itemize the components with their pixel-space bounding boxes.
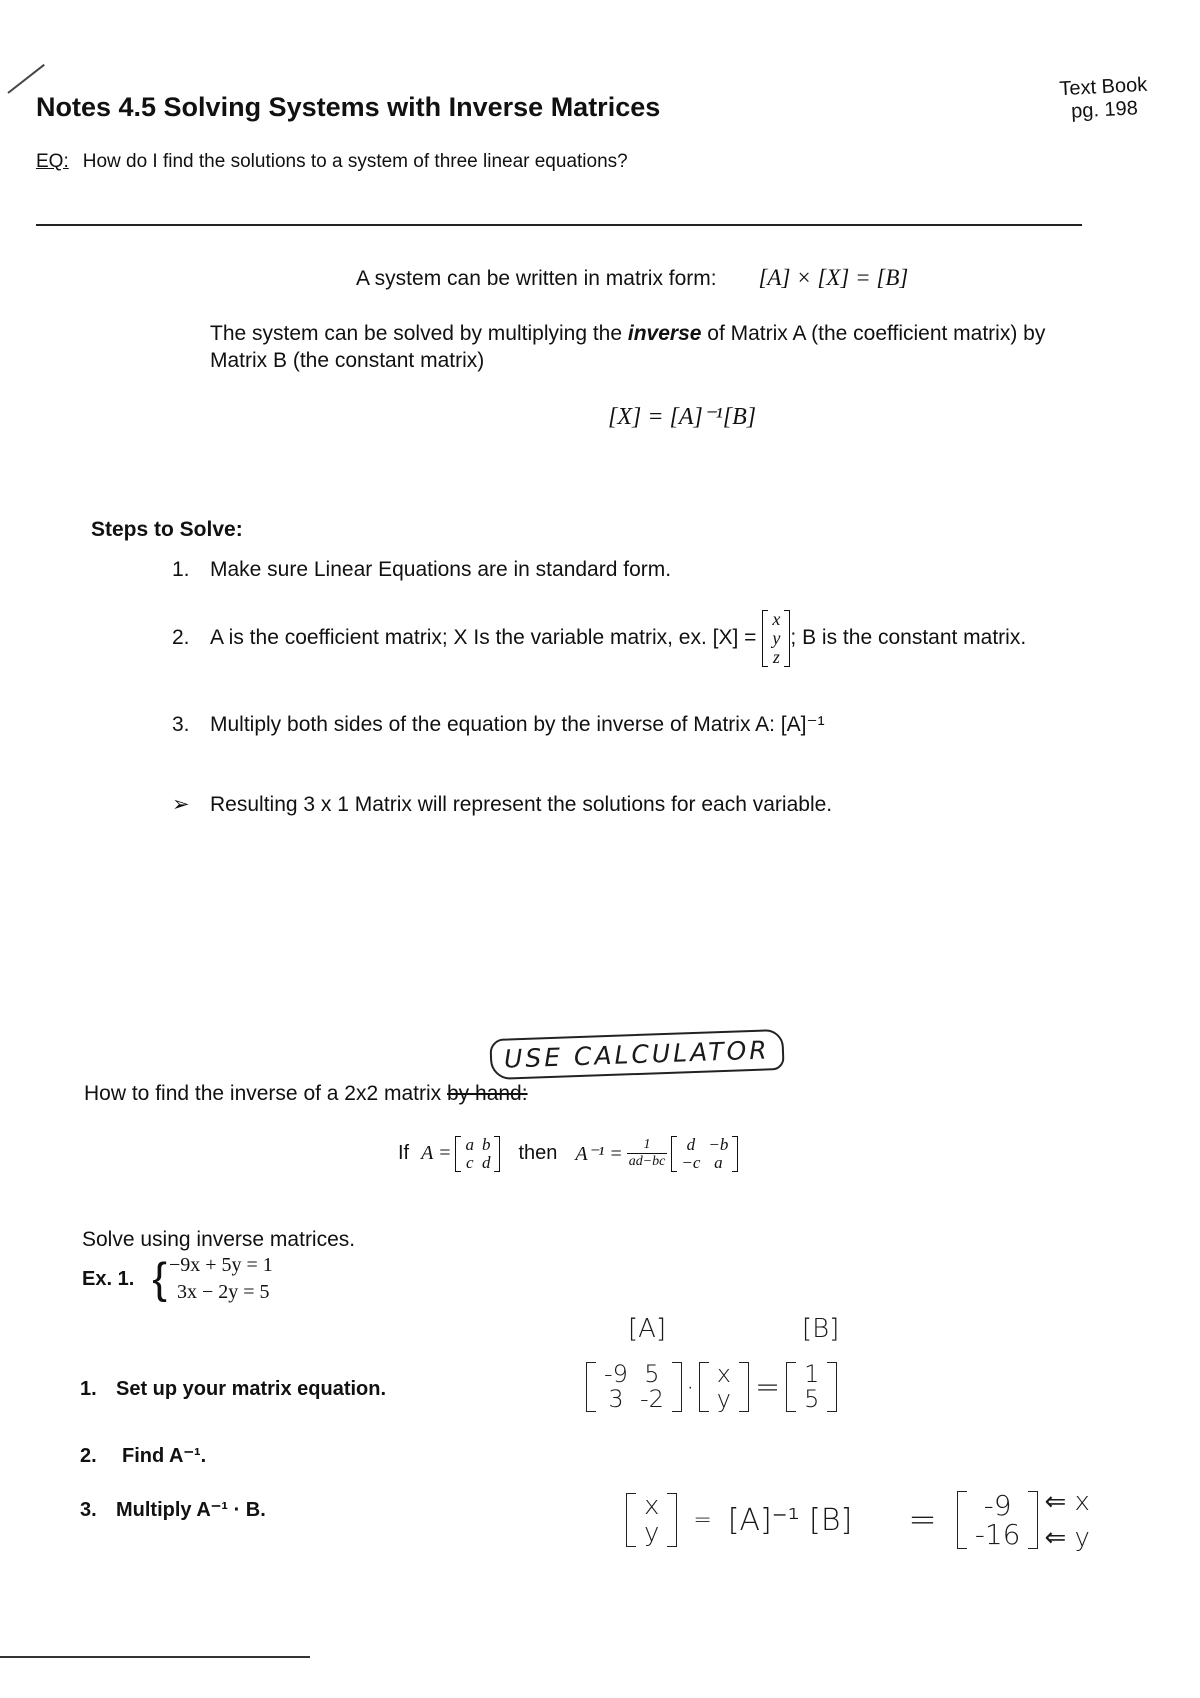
step-1 bbox=[172, 558, 671, 582]
constant-vector bbox=[786, 1362, 837, 1412]
equation-1: −9x + 5y = 1 bbox=[168, 1254, 273, 1276]
textbook-label: Text Book bbox=[1058, 73, 1148, 101]
eq-question: How do I find the solutions to a system of three linear equations? bbox=[82, 151, 628, 172]
example-intro: Solve using inverse matrices. bbox=[82, 1228, 356, 1251]
example-label: Ex. 1. bbox=[82, 1267, 135, 1290]
fraction-numerator: 1 bbox=[627, 1137, 668, 1154]
handwork-label-b: [B] bbox=[802, 1314, 840, 1344]
handwork-matrix-equation bbox=[586, 1362, 837, 1412]
solve-text-emphasis: inverse bbox=[627, 322, 702, 345]
essential-question bbox=[36, 151, 628, 173]
handwritten-note: USE CALCULATOR bbox=[503, 1035, 771, 1074]
matrix-cell: x bbox=[644, 1490, 660, 1521]
solve-text-line2: Matrix B (the constant matrix) bbox=[210, 349, 485, 372]
bullet-arrow-icon: ➢ bbox=[172, 793, 190, 816]
solution-variable-vector bbox=[626, 1490, 677, 1548]
ainv-label: A⁻¹ = bbox=[575, 1143, 623, 1166]
result-vector bbox=[957, 1488, 1039, 1551]
step-2-number: 2. bbox=[172, 626, 190, 650]
matrix-cell: y bbox=[772, 627, 781, 648]
if-word: If bbox=[398, 1142, 410, 1165]
equals-sign: = bbox=[693, 1507, 712, 1533]
matrix-cell: b bbox=[481, 1135, 491, 1154]
determinant-fraction bbox=[627, 1137, 668, 1170]
fraction-denominator: ad−bc bbox=[628, 1154, 666, 1170]
arrow-y-label: ⇐ y bbox=[1044, 1523, 1090, 1553]
matrix-cell: 5 bbox=[644, 1360, 660, 1388]
matrix-form-line bbox=[356, 265, 908, 291]
task-2 bbox=[80, 1443, 206, 1468]
bullet-text: Resulting 3 x 1 Matrix will represent the solutions for each variable. bbox=[210, 793, 833, 816]
task-1 bbox=[80, 1378, 386, 1401]
bullet-note bbox=[172, 792, 832, 817]
solve-description bbox=[210, 320, 1045, 374]
dot-operator: · bbox=[685, 1370, 695, 1404]
steps-heading: Steps to Solve: bbox=[91, 518, 243, 541]
matrix-cell: y bbox=[644, 1518, 660, 1548]
matrix-cell: −c bbox=[681, 1152, 701, 1172]
system-equations bbox=[169, 1252, 273, 1306]
solution-equation: [X] = [A]⁻¹[B] bbox=[608, 404, 757, 430]
inverse-times-b: [A]⁻¹ [B] bbox=[727, 1502, 853, 1538]
equals-sign: = bbox=[754, 1369, 781, 1405]
matrix-cell: z bbox=[772, 646, 780, 667]
textbook-page: pg. 198 bbox=[1070, 97, 1139, 123]
step-2-text: A is the coefficient matrix; X Is the variable matrix, ex. [X] = bbox=[210, 626, 757, 650]
inverse-heading-strike: by hand: bbox=[447, 1082, 528, 1105]
matrix-cell: y bbox=[716, 1385, 731, 1414]
task-3 bbox=[80, 1497, 266, 1522]
textbook-reference bbox=[1059, 74, 1149, 125]
inverse-matrix bbox=[671, 1136, 738, 1172]
matrix-cell: a bbox=[465, 1135, 474, 1154]
matrix-cell: x bbox=[716, 1360, 731, 1388]
inverse-heading-text: How to find the inverse of a 2x2 matrix bbox=[84, 1082, 447, 1105]
task-3-number: 3. bbox=[80, 1499, 97, 1521]
matrix-form-label: A system can be written in matrix form: bbox=[356, 267, 717, 290]
matrix-cell: 5 bbox=[804, 1385, 820, 1414]
a-label: A = bbox=[421, 1142, 452, 1165]
step-3-text: Multiply both sides of the equation by the inverse of Matrix A: [A]⁻¹ bbox=[210, 713, 825, 736]
task-2-number: 2. bbox=[80, 1445, 97, 1467]
page-title: Notes 4.5 Solving Systems with Inverse Matrices bbox=[36, 92, 661, 122]
matrix-cell: d bbox=[481, 1152, 491, 1172]
matrix-cell: -9 bbox=[604, 1360, 628, 1388]
task-1-text: Set up your matrix equation. bbox=[116, 1378, 387, 1400]
matrix-cell: 1 bbox=[804, 1360, 820, 1388]
solve-text-start: The system can be solved by multiplying the bbox=[210, 322, 628, 345]
variable-matrix bbox=[762, 610, 790, 667]
coefficient-matrix bbox=[586, 1362, 682, 1412]
result-labels bbox=[1044, 1484, 1089, 1556]
then-word: then bbox=[518, 1142, 558, 1165]
arrow-x-label: ⇐ x bbox=[1044, 1487, 1090, 1517]
equals-sign: = bbox=[908, 1500, 937, 1540]
matrix-cell: 3 bbox=[608, 1385, 624, 1414]
inverse-heading bbox=[84, 1082, 528, 1106]
eq-label: EQ: bbox=[36, 151, 69, 172]
solve-text-end: of Matrix A (the coefficient matrix) by bbox=[701, 322, 1046, 345]
matrix-cell: x bbox=[772, 609, 781, 629]
matrix-cell: −b bbox=[708, 1135, 729, 1154]
step-2-text-end: ; B is the constant matrix. bbox=[790, 626, 1027, 650]
step-3-number: 3. bbox=[172, 713, 190, 736]
matrix-cell: a bbox=[714, 1152, 723, 1172]
matrix-form-equation: [A] × [X] = [B] bbox=[758, 265, 909, 290]
task-2-text: Find A⁻¹. bbox=[122, 1445, 207, 1467]
footer-divider bbox=[0, 1656, 310, 1658]
matrix-cell: -16 bbox=[974, 1518, 1021, 1551]
handwritten-note-box bbox=[489, 1029, 784, 1080]
equation-2: 3x − 2y = 5 bbox=[176, 1281, 270, 1303]
handwork-label-a: [A] bbox=[628, 1314, 667, 1344]
example-system bbox=[82, 1252, 273, 1306]
matrix-cell: c bbox=[465, 1152, 474, 1172]
step-1-text: Make sure Linear Equations are in standard form. bbox=[210, 558, 672, 581]
task-1-number: 1. bbox=[80, 1378, 97, 1400]
task-3-text: Multiply A⁻¹ · B. bbox=[116, 1499, 266, 1521]
a-matrix bbox=[455, 1136, 500, 1172]
header-divider bbox=[36, 224, 1082, 226]
variable-vector bbox=[699, 1362, 749, 1412]
step-2 bbox=[172, 610, 1026, 667]
corner-pen-mark bbox=[7, 64, 44, 94]
inverse-formula bbox=[398, 1136, 738, 1172]
handwork-solution bbox=[626, 1484, 1090, 1556]
matrix-cell: -2 bbox=[639, 1385, 664, 1414]
matrix-cell: d bbox=[686, 1135, 696, 1154]
system-brace: { bbox=[152, 1254, 167, 1303]
matrix-cell: -9 bbox=[983, 1488, 1012, 1522]
step-3 bbox=[172, 712, 825, 737]
step-1-number: 1. bbox=[172, 558, 190, 581]
